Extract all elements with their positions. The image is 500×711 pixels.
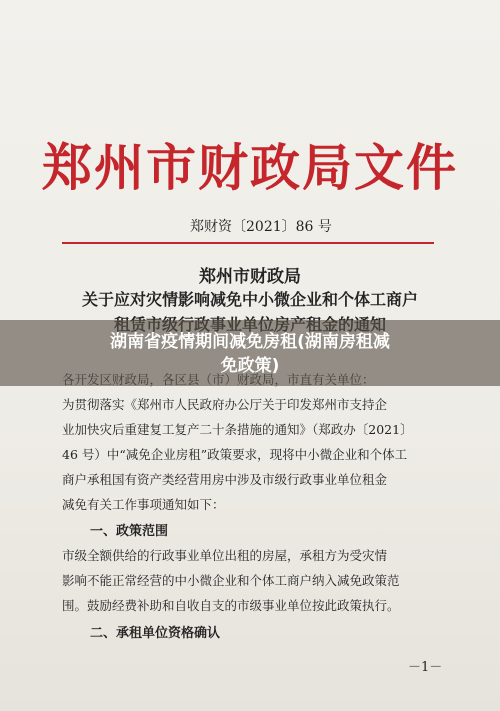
page-number: －1－ [408,660,443,675]
paragraph-line: 业加快灾后重建复工复产二十条措施的通知》（郑政办〔2021〕 [62,422,413,437]
document-number: 郑财资〔2021〕86 号 [190,219,332,235]
overlay-title-line-1: 湖南省疫情期间减免房租(湖南房租减 [110,332,390,352]
paragraph-line: 商户承租国有资产类经营用房中涉及市级行政事业单位租金 [62,472,388,487]
notice-title-line-1: 关于应对灾情影响减免中小微企业和个体工商户 [81,290,418,309]
overlay-title-line-2: 免政策) [220,356,280,376]
paragraph-line: 为贯彻落实《郑州市人民政府办公厅关于印发郑州市支持企 [62,397,388,412]
section-heading-qualification: 二、承租单位资格确认 [90,626,221,641]
paragraph-line: 46 号）中“减免企业房租”政策要求，现将中小微企业和个体工 [62,447,408,462]
section-heading-scope: 一、政策范围 [90,524,169,539]
red-divider-line [62,242,434,244]
issuing-authority: 郑州市财政局 [199,267,301,287]
paragraph-line: 围。鼓励经费补助和自收自支的市级事业单位按此政策执行。 [62,598,400,613]
paragraph-line: 减免有关工作事项通知如下： [62,497,225,512]
paragraph-line: 影响不能正常经营的中小微企业和个体工商户纳入减免政策范 [62,573,400,588]
document-header-title: 郑州市财政局文件 [42,138,458,197]
paragraph-line: 市级全额供给的行政事业单位出租的房屋，承租方为受灾情 [62,548,388,563]
